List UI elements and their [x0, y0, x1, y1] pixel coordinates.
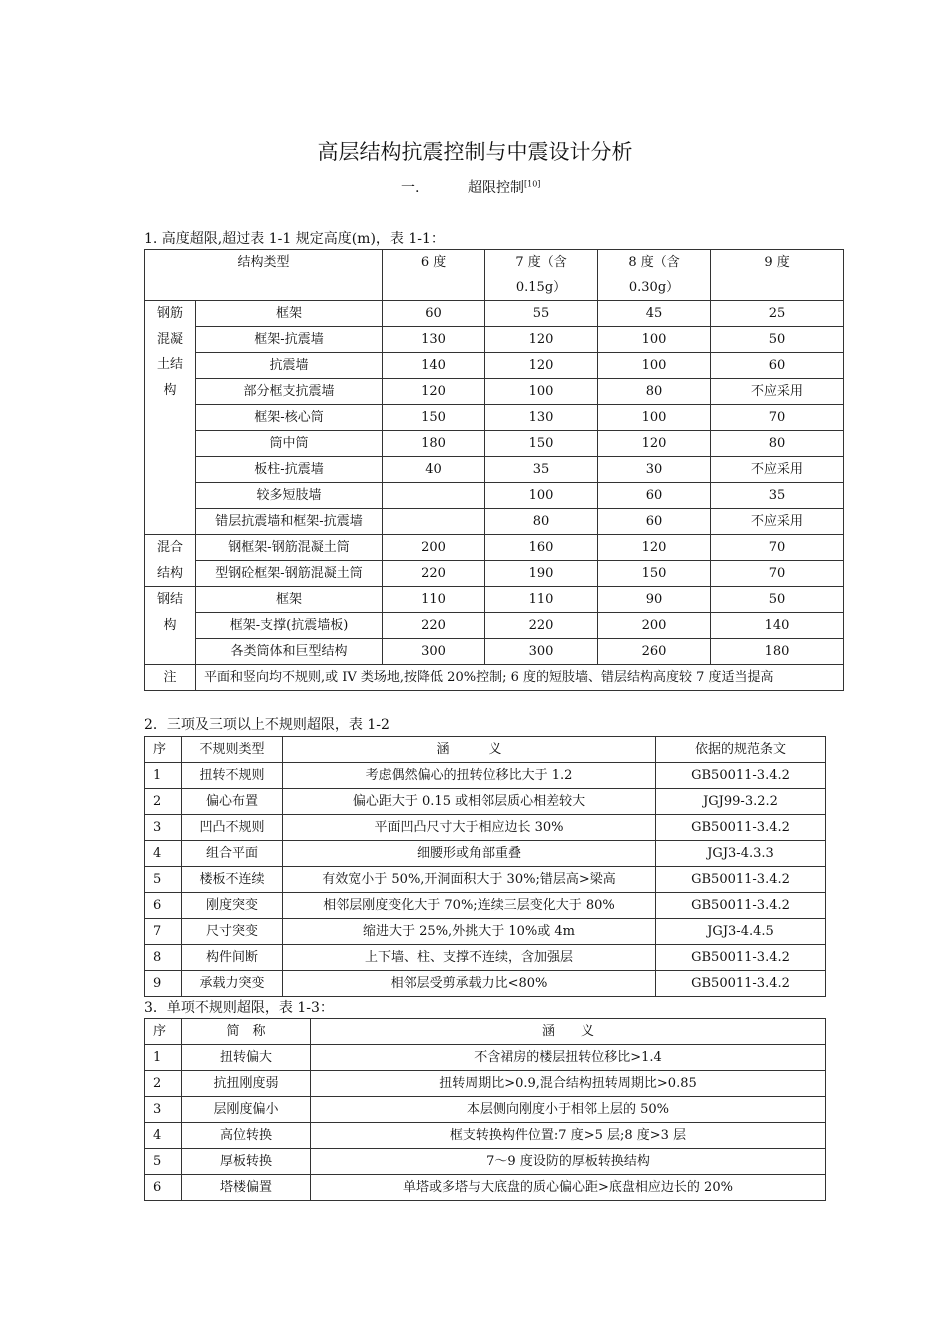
header-9-degree: 9 度: [711, 250, 844, 301]
table-cell: 高位转换: [182, 1123, 311, 1149]
table-cell: 3: [145, 1097, 182, 1123]
value-9-degree: 70: [711, 535, 844, 561]
table-row: [145, 379, 844, 405]
table-cell: 5: [145, 867, 182, 893]
table-cell: 4: [145, 841, 182, 867]
table-cell: GB50011-3.4.2: [656, 763, 826, 789]
table-cell: GB50011-3.4.2: [656, 971, 826, 997]
table-row: [145, 509, 844, 535]
structure-type-cell: 筒中筒: [196, 431, 383, 457]
table-cell: GB50011-3.4.2: [656, 945, 826, 971]
value-6-degree: 150: [383, 405, 485, 431]
group-label-line: 构: [163, 382, 177, 398]
value-6-degree: 180: [383, 431, 485, 457]
table-row: [145, 1175, 826, 1201]
table-cell: 塔楼偏置: [182, 1175, 311, 1201]
table-cell: 7～9 度设防的厚板转换结构: [311, 1149, 826, 1175]
value-9-degree: 50: [711, 587, 844, 613]
group-label-line: 结构: [156, 565, 183, 581]
group-mixed: [145, 535, 844, 587]
header-structure-type: 结构类型: [145, 250, 383, 301]
value-6-degree: 220: [383, 561, 485, 587]
table-cell: 扭转偏大: [182, 1045, 311, 1071]
group-label-line: 钢筋: [156, 306, 183, 321]
table-1-1-heading: 1. 高度超限,超过表 1-1 规定高度(m)，表 1-1：: [144, 231, 445, 247]
table-row: [145, 789, 826, 815]
group-label-line: 钢结: [156, 592, 183, 608]
group-label: [145, 587, 196, 665]
structure-type-cell: 较多短肢墙: [196, 483, 383, 509]
table-1-3-heading: 3．单项不规则超限，表 1-3：: [144, 1000, 334, 1016]
value-9-degree: 50: [711, 327, 844, 353]
table-row: [145, 457, 844, 483]
value-6-degree: 130: [383, 327, 485, 353]
value-9-degree: 不应采用: [711, 379, 844, 405]
table-row: [145, 587, 844, 613]
structure-type-cell: 抗震墙: [196, 353, 383, 379]
table-cell: 组合平面: [182, 841, 283, 867]
table-cell: 缩进大于 25%,外挑大于 10%或 4m: [283, 919, 656, 945]
header-meaning: 涵 义: [311, 1019, 826, 1045]
table-header-row: [145, 1019, 826, 1045]
table-row: [145, 613, 844, 639]
group-label-line: 构: [163, 617, 177, 633]
structure-type-cell: 各类筒体和巨型结构: [196, 639, 383, 665]
table-cell: 框支转换构件位置:7 度>5 层;8 度>3 层: [311, 1123, 826, 1149]
table-cell: 有效宽小于 50%,开洞面积大于 30%;错层高>梁高: [283, 867, 656, 893]
structure-type-cell: 型钢砼框架-钢筋混凝土筒: [196, 561, 383, 587]
value-9-degree: 25: [711, 301, 844, 327]
table-row: [145, 841, 826, 867]
value-8-degree: 30: [598, 457, 711, 483]
table-row: [145, 971, 826, 997]
value-9-degree: 180: [711, 639, 844, 665]
value-9-degree: 60: [711, 353, 844, 379]
value-6-degree: 200: [383, 535, 485, 561]
table-cell: 抗扭刚度弱: [182, 1071, 311, 1097]
table-row: [145, 815, 826, 841]
value-7-degree: 220: [485, 613, 598, 639]
note-row: [145, 665, 844, 691]
value-9-degree: 不应采用: [711, 509, 844, 535]
table-cell: 6: [145, 893, 182, 919]
structure-type-cell: 部分框支抗震墙: [196, 379, 383, 405]
table-row: [145, 1097, 826, 1123]
table-cell: GB50011-3.4.2: [656, 867, 826, 893]
header-7-degree-line1: 7 度（含: [515, 255, 567, 270]
header-7-degree-line2: 0.15g）: [515, 280, 567, 295]
table-header-row: [145, 250, 844, 301]
value-6-degree: 110: [383, 587, 485, 613]
table-cell: 本层侧向刚度小于相邻上层的 50%: [311, 1097, 826, 1123]
value-8-degree: 60: [598, 483, 711, 509]
table-cell: 2: [145, 1071, 182, 1097]
value-8-degree: 120: [598, 535, 711, 561]
table-row: [145, 1071, 826, 1097]
value-8-degree: 45: [598, 301, 711, 327]
table-cell: 相邻层刚度变化大于 70%;连续三层变化大于 80%: [283, 893, 656, 919]
header-code: 依据的规范条文: [656, 737, 826, 763]
value-8-degree: 260: [598, 639, 711, 665]
value-6-degree: 120: [383, 379, 485, 405]
header-7-degree: [485, 250, 598, 301]
irregularity-table: [144, 736, 826, 997]
value-7-degree: 120: [485, 327, 598, 353]
header-no: 序: [145, 1019, 182, 1045]
value-7-degree: 35: [485, 457, 598, 483]
group-rc: [145, 301, 844, 535]
header-no: 序: [145, 737, 182, 763]
note-text: 平面和竖向均不规则,或 IV 类场地,按降低 20%控制; 6 度的短肢墙、错层结构高度较 7 度适当提高: [196, 665, 844, 691]
table-cell: 8: [145, 945, 182, 971]
value-7-degree: 190: [485, 561, 598, 587]
structure-type-cell: 框架: [196, 301, 383, 327]
table-cell: 5: [145, 1149, 182, 1175]
note-label: 注: [145, 665, 196, 691]
single-irregularity-rows: [145, 1045, 826, 1201]
group-label-line: 混合: [156, 540, 183, 555]
structure-type-cell: 板柱-抗震墙: [196, 457, 383, 483]
group-label-line: 混凝: [156, 331, 183, 347]
table-cell: 单塔或多塔与大底盘的质心偏心距>底盘相应边长的 20%: [311, 1175, 826, 1201]
table-row: [145, 353, 844, 379]
table-cell: 楼板不连续: [182, 867, 283, 893]
group-label-line: 土结: [156, 357, 183, 373]
table-row: [145, 1123, 826, 1149]
table-cell: 考虑偶然偏心的扭转位移比大于 1.2: [283, 763, 656, 789]
table-row: [145, 867, 826, 893]
value-6-degree: 140: [383, 353, 485, 379]
group-label: [145, 301, 196, 535]
value-9-degree: 不应采用: [711, 457, 844, 483]
value-7-degree: 110: [485, 587, 598, 613]
structure-type-cell: 错层抗震墙和框架-抗震墙: [196, 509, 383, 535]
page-title: 高层结构抗震控制与中震设计分析: [317, 140, 633, 164]
table-cell: JGJ99-3.2.2: [656, 789, 826, 815]
table-cell: 1: [145, 763, 182, 789]
value-8-degree: 100: [598, 327, 711, 353]
value-8-degree: 60: [598, 509, 711, 535]
table-row: [145, 561, 844, 587]
table-cell: 相邻层受剪承载力比<80%: [283, 971, 656, 997]
header-short-name: 简 称: [182, 1019, 311, 1045]
table-cell: 层刚度偏小: [182, 1097, 311, 1123]
value-8-degree: 100: [598, 405, 711, 431]
header-meaning: 涵 义: [283, 737, 656, 763]
table-row: [145, 535, 844, 561]
table-cell: JGJ3-4.4.5: [656, 919, 826, 945]
table-cell: 平面凹凸尺寸大于相应边长 30%: [283, 815, 656, 841]
value-7-degree: 130: [485, 405, 598, 431]
table-header-row: [145, 737, 826, 763]
table-cell: 2: [145, 789, 182, 815]
section-number: 一.: [401, 180, 420, 196]
table-cell: 6: [145, 1175, 182, 1201]
group-steel: [145, 587, 844, 665]
table-cell: 刚度突变: [182, 893, 283, 919]
value-8-degree: 80: [598, 379, 711, 405]
value-9-degree: 35: [711, 483, 844, 509]
table-cell: 扭转周期比>0.9,混合结构扭转周期比>0.85: [311, 1071, 826, 1097]
value-6-degree: [383, 509, 485, 535]
table-cell: 扭转不规则: [182, 763, 283, 789]
table-row: [145, 763, 826, 789]
structure-type-cell: 框架-核心筒: [196, 405, 383, 431]
table-cell: 3: [145, 815, 182, 841]
table-row: [145, 327, 844, 353]
table-row: [145, 301, 844, 327]
section-heading: [468, 177, 540, 197]
single-irregularity-table: [144, 1018, 826, 1201]
table-cell: 不含裙房的楼层扭转位移比>1.4: [311, 1045, 826, 1071]
table-cell: 构件间断: [182, 945, 283, 971]
table-cell: 4: [145, 1123, 182, 1149]
value-9-degree: 80: [711, 431, 844, 457]
table-row: [145, 945, 826, 971]
header-8-degree-line1: 8 度（含: [628, 255, 680, 270]
structure-type-cell: 框架: [196, 587, 383, 613]
value-7-degree: 55: [485, 301, 598, 327]
value-7-degree: 100: [485, 483, 598, 509]
table-cell: 上下墙、柱、支撑不连续，含加强层: [283, 945, 656, 971]
table-row: [145, 893, 826, 919]
header-8-degree-line2: 0.30g）: [628, 280, 680, 295]
value-8-degree: 120: [598, 431, 711, 457]
value-7-degree: 150: [485, 431, 598, 457]
header-8-degree: [598, 250, 711, 301]
table-cell: 尺寸突变: [182, 919, 283, 945]
value-9-degree: 70: [711, 561, 844, 587]
reference-mark: [10]: [524, 179, 541, 189]
table-row: [145, 1149, 826, 1175]
value-8-degree: 200: [598, 613, 711, 639]
value-8-degree: 100: [598, 353, 711, 379]
table-cell: JGJ3-4.3.3: [656, 841, 826, 867]
value-8-degree: 150: [598, 561, 711, 587]
table-row: [145, 405, 844, 431]
value-7-degree: 160: [485, 535, 598, 561]
table-1-2-heading: 2．三项及三项以上不规则超限，表 1-2: [144, 717, 390, 733]
table-row: [145, 483, 844, 509]
group-label: [145, 535, 196, 587]
table-row: [145, 639, 844, 665]
structure-type-cell: 框架-抗震墙: [196, 327, 383, 353]
header-type: 不规则类型: [182, 737, 283, 763]
table-cell: 厚板转换: [182, 1149, 311, 1175]
table-cell: 1: [145, 1045, 182, 1071]
table-cell: GB50011-3.4.2: [656, 815, 826, 841]
irregularity-rows: [145, 763, 826, 997]
value-7-degree: 120: [485, 353, 598, 379]
height-limit-table: [144, 249, 844, 691]
value-7-degree: 80: [485, 509, 598, 535]
structure-type-cell: 框架-支撑(抗震墙板): [196, 613, 383, 639]
value-6-degree: 40: [383, 457, 485, 483]
value-6-degree: 60: [383, 301, 485, 327]
structure-type-cell: 钢框架-钢筋混凝土筒: [196, 535, 383, 561]
table-cell: 细腰形或角部重叠: [283, 841, 656, 867]
value-8-degree: 90: [598, 587, 711, 613]
value-6-degree: 300: [383, 639, 485, 665]
table-cell: 7: [145, 919, 182, 945]
value-9-degree: 70: [711, 405, 844, 431]
table-cell: 偏心布置: [182, 789, 283, 815]
value-7-degree: 100: [485, 379, 598, 405]
value-9-degree: 140: [711, 613, 844, 639]
table-row: [145, 431, 844, 457]
value-6-degree: 220: [383, 613, 485, 639]
table-cell: 偏心距大于 0.15 或相邻层质心相差较大: [283, 789, 656, 815]
header-6-degree: 6 度: [383, 250, 485, 301]
table-cell: 承载力突变: [182, 971, 283, 997]
value-6-degree: [383, 483, 485, 509]
value-7-degree: 300: [485, 639, 598, 665]
table-cell: 凹凸不规则: [182, 815, 283, 841]
table-cell: 9: [145, 971, 182, 997]
table-row: [145, 1045, 826, 1071]
section-heading-text: 超限控制: [468, 180, 524, 196]
table-cell: GB50011-3.4.2: [656, 893, 826, 919]
table-row: [145, 919, 826, 945]
